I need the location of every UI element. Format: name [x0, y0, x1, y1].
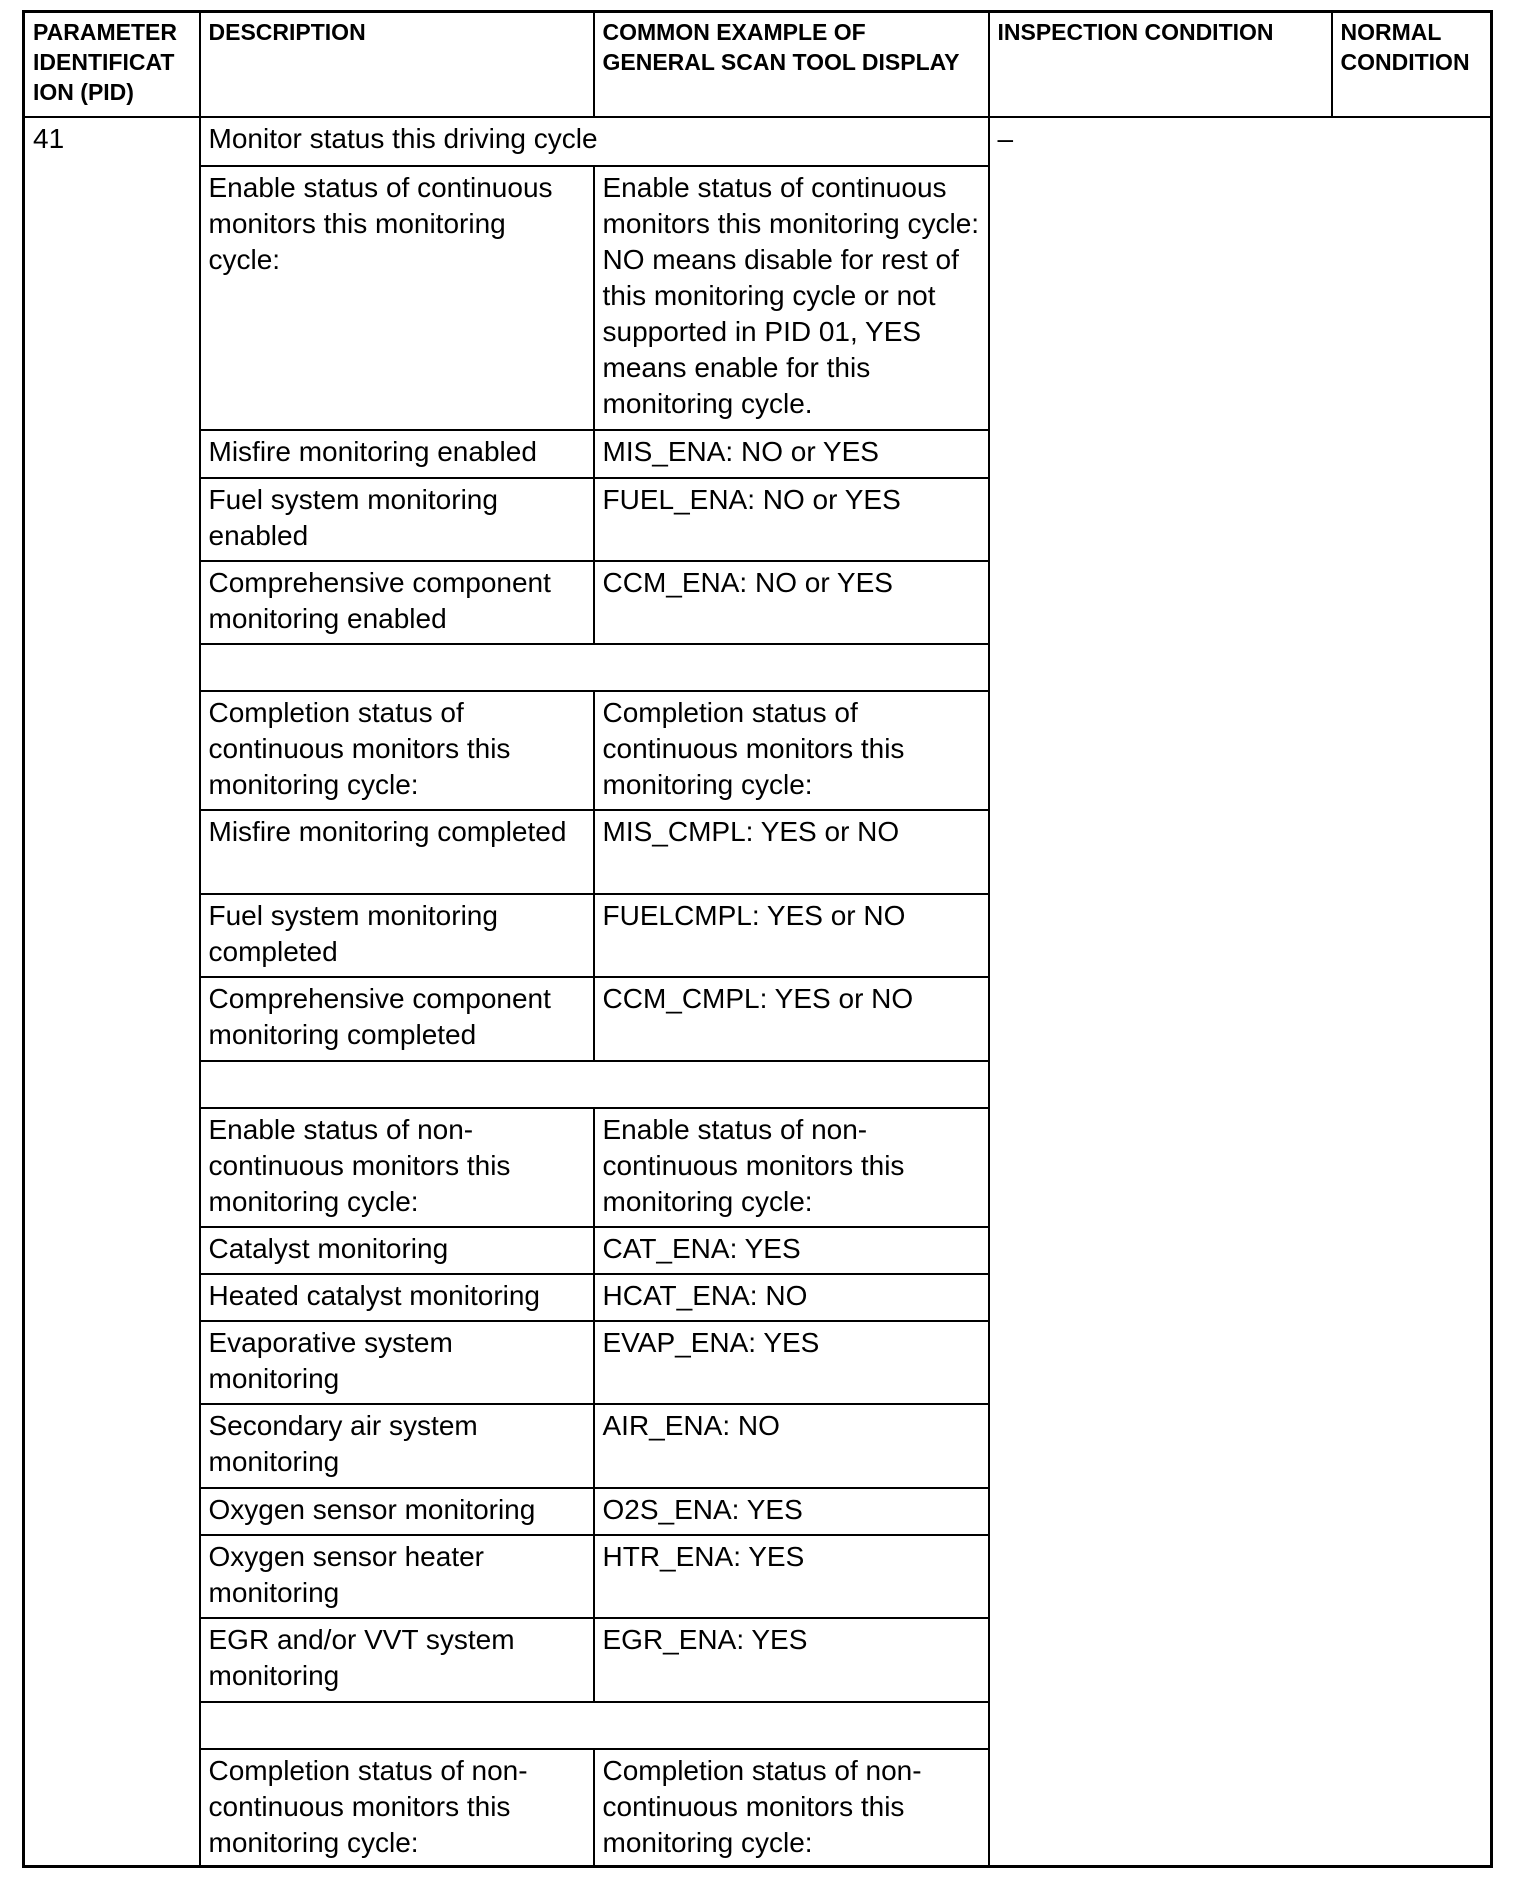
scan-tool-display-cell: MIS_CMPL: YES or NO: [594, 810, 989, 894]
pid-title: Monitor status this driving cycle: [200, 117, 989, 166]
description-cell: Oxygen sensor monitoring: [200, 1488, 594, 1535]
description-cell: Enable status of non-continuous monitors this monitoring cycle:: [200, 1108, 594, 1227]
description-cell: Completion status of non-continuous monitors this monitoring cycle:: [200, 1749, 594, 1867]
description-cell: Heated catalyst monitoring: [200, 1274, 594, 1321]
scan-tool-display-cell: CCM_ENA: NO or YES: [594, 561, 989, 644]
description-cell: Secondary air system monitoring: [200, 1404, 594, 1488]
inspection-condition-cell: –: [989, 117, 1492, 1867]
description-cell: Enable status of continuous monitors this monitoring cycle:: [200, 166, 594, 430]
scan-tool-display-cell: MIS_ENA: NO or YES: [594, 430, 989, 478]
description-cell: EGR and/or VVT system monitoring: [200, 1618, 594, 1702]
scan-tool-display-cell: Completion status of continuous monitors this monitoring cycle:: [594, 691, 989, 810]
scan-tool-display-cell: FUELCMPL: YES or NO: [594, 894, 989, 977]
blank-cell: [200, 1702, 989, 1749]
scan-tool-display-cell: CCM_CMPL: YES or NO: [594, 977, 989, 1061]
header-normal-condition: NORMAL CONDITION: [1332, 12, 1492, 117]
scan-tool-display-cell: Enable status of non-continuous monitors this monitoring cycle:: [594, 1108, 989, 1227]
scan-tool-display-cell: O2S_ENA: YES: [594, 1488, 989, 1535]
description-cell: Fuel system monitoring completed: [200, 894, 594, 977]
scan-tool-display-cell: AIR_ENA: NO: [594, 1404, 989, 1488]
scan-tool-display-cell: FUEL_ENA: NO or YES: [594, 478, 989, 561]
scan-tool-display-cell: HCAT_ENA: NO: [594, 1274, 989, 1321]
description-cell: Catalyst monitoring: [200, 1227, 594, 1274]
description-cell: Completion status of continuous monitors this monitoring cycle:: [200, 691, 594, 810]
blank-cell: [200, 1061, 989, 1108]
header-pid: PARAMETER IDENTIFICAT ION (PID): [24, 12, 200, 117]
description-cell: Evaporative system monitoring: [200, 1321, 594, 1404]
scan-tool-display-cell: EGR_ENA: YES: [594, 1618, 989, 1702]
description-cell: Misfire monitoring completed: [200, 810, 594, 894]
description-cell: Comprehensive component monitoring enabled: [200, 561, 594, 644]
blank-cell: [200, 644, 989, 691]
description-cell: Comprehensive component monitoring completed: [200, 977, 594, 1061]
scan-tool-display-cell: Enable status of continuous monitors this monitoring cycle: NO means disable for rest of this monitoring cycle or not supported in PID 01, YES means enable for this monitoring cycle.: [594, 166, 989, 430]
pid-cell: 41: [24, 117, 200, 1867]
scan-tool-display-cell: CAT_ENA: YES: [594, 1227, 989, 1274]
header-inspection-condition: INSPECTION CONDITION: [989, 12, 1332, 117]
description-cell: Misfire monitoring enabled: [200, 430, 594, 478]
pid-row: [24, 117, 1492, 166]
scan-tool-display-cell: HTR_ENA: YES: [594, 1535, 989, 1618]
scan-tool-display-cell: EVAP_ENA: YES: [594, 1321, 989, 1404]
header-row: [24, 12, 1492, 117]
header-description: DESCRIPTION: [200, 12, 594, 117]
pid-table: [22, 10, 1493, 1868]
description-cell: Fuel system monitoring enabled: [200, 478, 594, 561]
header-scan-tool-display: COMMON EXAMPLE OF GENERAL SCAN TOOL DISPLAY: [594, 12, 989, 117]
scan-tool-display-cell: Completion status of non-continuous monitors this monitoring cycle:: [594, 1749, 989, 1867]
description-cell: Oxygen sensor heater monitoring: [200, 1535, 594, 1618]
